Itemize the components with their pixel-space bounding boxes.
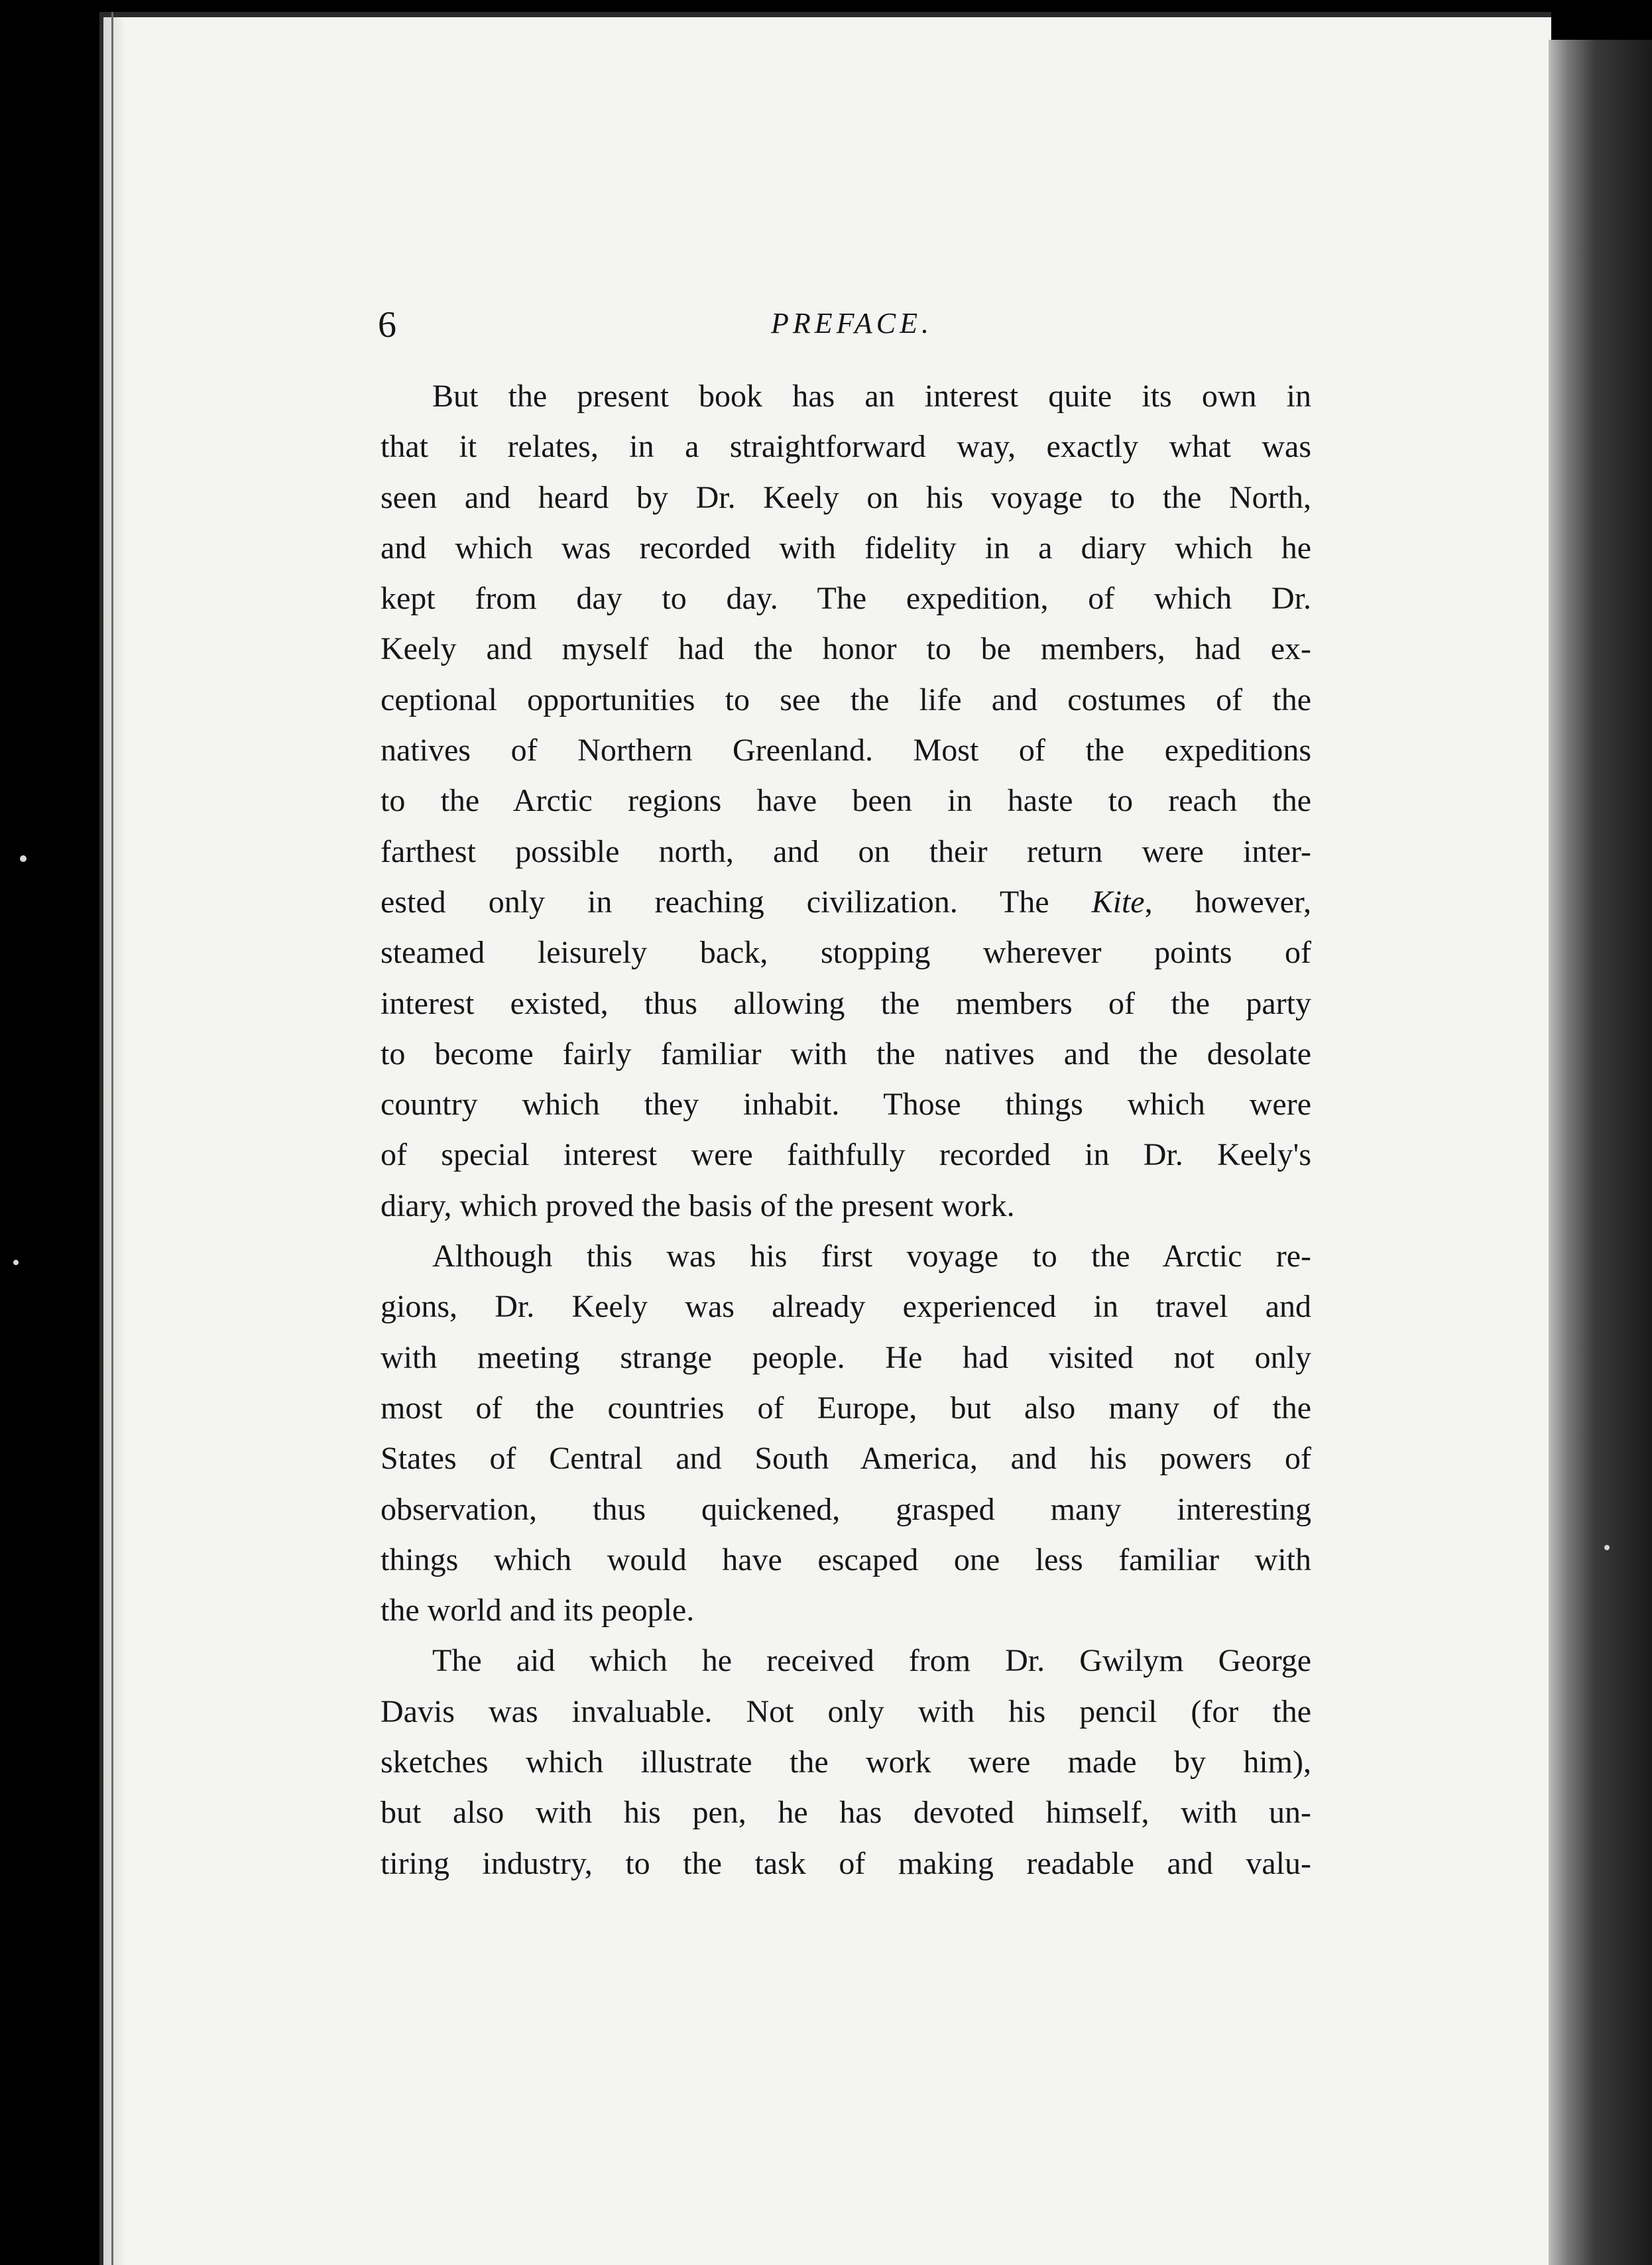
text-line: with meeting strange people. He had visited not only (381, 1339, 1311, 1375)
text-line: States of Central and South America, and his powers of (381, 1441, 1311, 1477)
text-line: The aid which he received from Dr. Gwilym George (432, 1643, 1311, 1679)
text-line: Keely and myself had the honor to be members, had ex- (381, 631, 1311, 667)
text-fragment: , however, (1144, 884, 1311, 920)
text-line: to become fairly familiar with the natives and the desolate (381, 1036, 1311, 1071)
scan-speck (1604, 1545, 1610, 1550)
text-line: that it relates, in a straightforward way, exactly what was (381, 429, 1311, 465)
text-fragment: ested only in reaching civilization. The (381, 884, 1092, 920)
ship-name: Kite (1091, 884, 1145, 920)
scan-speck (20, 855, 27, 862)
text-line: Although this was his first voyage to the Arctic re- (432, 1239, 1311, 1274)
text-line: seen and heard by Dr. Keely on his voyage to the North, (381, 479, 1311, 515)
text-line-kite (381, 877, 1311, 928)
page-number: 6 (378, 304, 396, 345)
preface-text (381, 371, 1311, 1889)
page-top-border (99, 12, 1551, 17)
running-head: PREFACE. (771, 307, 933, 339)
page-left-border-inner (111, 12, 113, 2265)
book-spine-shadow (1549, 40, 1652, 2265)
text-line: sketches which illustrate the work were made by him), (381, 1745, 1311, 1780)
text-line: observation, thus quickened, grasped many interesting (381, 1491, 1311, 1527)
text-line: interest existed, thus allowing the members of the party (381, 985, 1311, 1021)
page-left-border-outer (99, 12, 103, 2265)
text-line: to the Arctic regions have been in haste to reach the (381, 783, 1311, 819)
text-line: farthest possible north, and on their return were inter- (381, 833, 1311, 869)
scan-speck (13, 1260, 19, 1265)
text-line: Davis was invaluable. Not only with his pencil (for the (381, 1693, 1311, 1729)
text-line: and which was recorded with fidelity in a diary which he (381, 530, 1311, 566)
text-line: tiring industry, to the task of making readable and valu- (381, 1845, 1311, 1881)
text-line: diary, which proved the basis of the present work. (381, 1188, 1015, 1223)
text-line: natives of Northern Greenland. Most of the expeditions (381, 733, 1311, 768)
text-line: kept from day to day. The expedition, of which Dr. (381, 581, 1311, 617)
text-line: things which would have escaped one less familiar with (381, 1542, 1311, 1577)
page-header (378, 304, 1326, 357)
text-line: steamed leisurely back, stopping wherever points of (381, 935, 1311, 971)
text-line: country which they inhabit. Those things which were (381, 1087, 1311, 1123)
text-line: ceptional opportunities to see the life and costumes of the (381, 682, 1311, 717)
text-line: But the present book has an interest quite its own in (432, 379, 1311, 414)
text-line: most of the countries of Europe, but also many of the (381, 1390, 1311, 1426)
text-line: gions, Dr. Keely was already experienced in travel and (381, 1289, 1311, 1325)
text-line: the world and its people. (381, 1593, 695, 1628)
text-line: but also with his pen, he has devoted himself, with un- (381, 1795, 1311, 1831)
text-line: of special interest were faithfully recorded in Dr. Keely's (381, 1137, 1311, 1173)
